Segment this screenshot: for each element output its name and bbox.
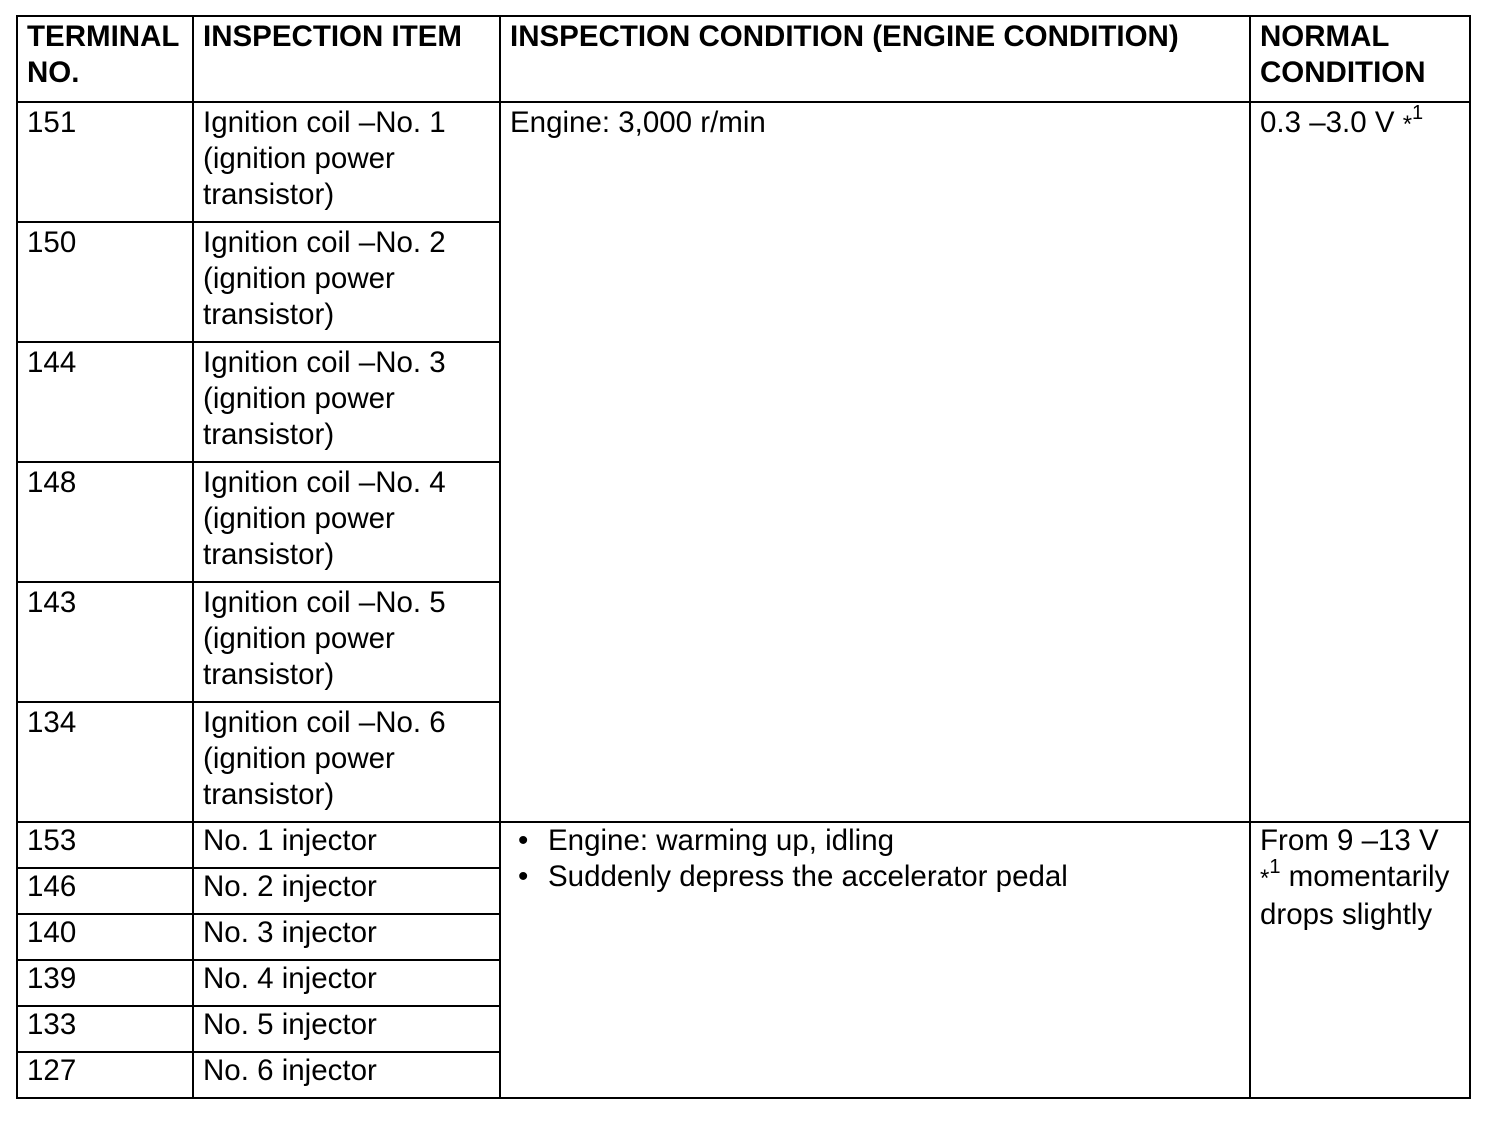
item-cell: No. 2 injector	[193, 868, 500, 914]
bullet-icon: •	[518, 860, 529, 893]
terminal-cell: 146	[17, 868, 193, 914]
item-cell: Ignition coil –No. 1 (ignition power transistor)	[193, 102, 500, 222]
header-inspection-condition: INSPECTION CONDITION (ENGINE CONDITION)	[500, 16, 1250, 102]
terminal-cell: 153	[17, 822, 193, 868]
footnote-star: *	[1260, 865, 1270, 892]
inspection-table	[16, 15, 1471, 1099]
terminal-cell: 148	[17, 462, 193, 582]
normal-cell-ignition	[1250, 102, 1470, 822]
terminal-cell: 139	[17, 960, 193, 1006]
item-cell: No. 4 injector	[193, 960, 500, 1006]
header-inspection-item: INSPECTION ITEM	[193, 16, 500, 102]
footnote-star: *	[1402, 111, 1413, 138]
footnote-number: 1	[1412, 102, 1424, 125]
item-cell: Ignition coil –No. 4 (ignition power transistor)	[193, 462, 500, 582]
header-terminal-no: TERMINAL NO.	[17, 16, 193, 102]
list-item	[510, 823, 1241, 859]
item-cell: No. 1 injector	[193, 822, 500, 868]
normal-note-text: momentarily drops slightly	[1260, 860, 1450, 931]
table-row	[17, 822, 1470, 868]
condition-cell-ignition	[500, 102, 1250, 822]
item-cell: Ignition coil –No. 2 (ignition power transistor)	[193, 222, 500, 342]
header-normal-condition: NORMAL CONDITION	[1250, 16, 1470, 102]
footnote-number: 1	[1269, 856, 1281, 879]
terminal-cell: 134	[17, 702, 193, 822]
normal-cell-injector	[1250, 822, 1470, 1098]
normal-voltage-text: 0.3 –3.0 V	[1260, 106, 1395, 139]
item-cell: No. 6 injector	[193, 1052, 500, 1098]
condition-list	[510, 823, 1241, 895]
item-cell: No. 3 injector	[193, 914, 500, 960]
table-header-row	[17, 16, 1470, 102]
terminal-cell: 127	[17, 1052, 193, 1098]
table-row	[17, 102, 1470, 222]
terminal-cell: 150	[17, 222, 193, 342]
terminal-cell: 133	[17, 1006, 193, 1052]
item-cell: No. 5 injector	[193, 1006, 500, 1052]
condition-text: Engine: 3,000 r/min	[510, 106, 766, 139]
bullet-icon: •	[518, 824, 529, 857]
terminal-cell: 144	[17, 342, 193, 462]
terminal-cell: 143	[17, 582, 193, 702]
item-cell: Ignition coil –No. 6 (ignition power transistor)	[193, 702, 500, 822]
condition-text: Engine: warming up, idling	[548, 824, 895, 857]
terminal-cell: 140	[17, 914, 193, 960]
item-cell: Ignition coil –No. 3 (ignition power transistor)	[193, 342, 500, 462]
condition-cell-injector	[500, 822, 1250, 1098]
item-cell: Ignition coil –No. 5 (ignition power transistor)	[193, 582, 500, 702]
normal-voltage-text: From 9 –13 V	[1260, 824, 1439, 857]
list-item	[510, 859, 1241, 895]
terminal-cell: 151	[17, 102, 193, 222]
condition-text: Suddenly depress the accelerator pedal	[548, 860, 1068, 893]
